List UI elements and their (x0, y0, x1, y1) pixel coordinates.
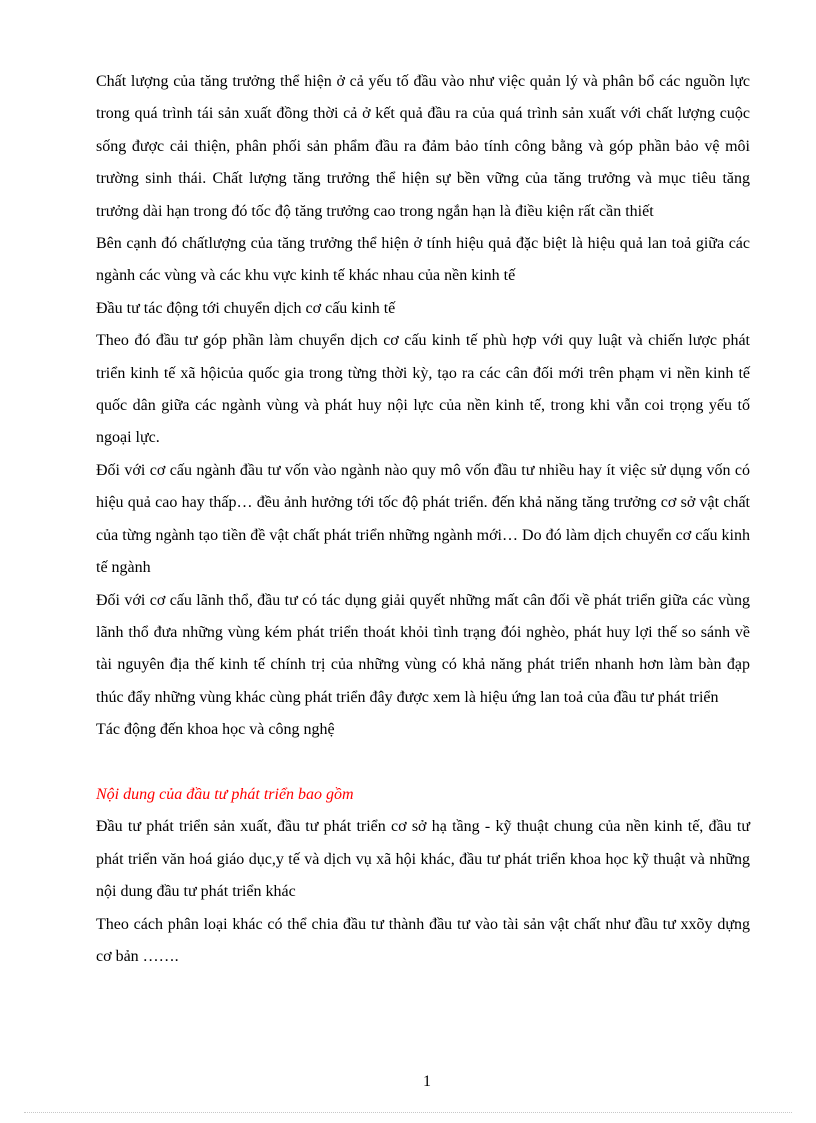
paragraph-investment-content: Đầu tư phát triển sản xuất, đầu tư phát triển cơ sở hạ tầng - kỹ thuật chung của nền kinh tế, đầu tư phát triển văn hoá giáo dục,y tế và dịch vụ xã hội khác, đầu tư phát triển khoa học kỹ thuật và những nội dung đầu tư phát triển khác (96, 818, 750, 901)
section-heading: Nội dung của đầu tư phát triển bao gồm (96, 785, 354, 803)
subheading-science-technology: Tác động đến khoa học và công nghệ (96, 721, 335, 739)
blank-line (96, 747, 750, 779)
paragraph-spillover-efficiency: Bên cạnh đó chấtlượng của tăng trưởng thể hiện ở tính hiệu quả đặc biệt là hiệu quả lan toả giữa các ngành các vùng và các khu vực kinh tế khác nhau của nền kinh tế (96, 235, 750, 285)
page-number: 1 (423, 1073, 431, 1090)
paragraph-structural-shift: Theo đó đầu tư góp phần làm chuyển dịch cơ cấu kinh tế phù hợp với quy luật và chiến lược phát triển kinh tế xã hộicủa quốc gia trong từng thời kỳ, tạo ra các cân đối mới trên phạm vi nền kinh tế quốc dân giữa các ngành vùng và phát huy nội lực của nền kinh tế, trong khi vẫn coi trọng yếu tố ngoại lực. (96, 332, 750, 447)
paragraph-territorial-structure: Đối với cơ cấu lãnh thổ, đầu tư có tác dụng giải quyết những mất cân đối về phát triển giữa các vùng lãnh thổ đưa những vùng kém phát triển thoát khỏi tình trạng đói nghèo, phát huy lợi thế so sánh về tài nguyên địa thế kinh tế chính trị của những vùng có khả năng phát triển nhanh hơn làm bàn đạp thúc đẩy những vùng khác cùng phát triển đây được xem là hiệu ứng lan toả của đầu tư phát triển (96, 591, 750, 706)
document-body (96, 66, 750, 973)
page-bottom-divider (24, 1112, 792, 1113)
paragraph-growth-quality: Chất lượng của tăng trưởng thể hiện ở cả yếu tố đầu vào như việc quản lý và phân bổ các nguồn lực trong quá trình tái sản xuất đồng thời cả ở kết quả đầu ra của quá trình sản xuất với chất lượng cuộc sống được cải thiện, phân phối sản phẩm đầu ra đảm bảo tính công bằng và góp phần bảo vệ môi trường sinh thái. Chất lượng tăng trưởng thể hiện sự bền vững của tăng trưởng và mục tiêu tăng trưởng dài hạn trong đó tốc độ tăng trưởng cao trong ngắn hạn là điều kiện rất cần thiết (96, 73, 750, 220)
subheading-structural-shift: Đầu tư tác động tới chuyển dịch cơ cấu kinh tế (96, 299, 396, 317)
paragraph-sector-structure: Đối với cơ cấu ngành đầu tư vốn vào ngành nào quy mô vốn đầu tư nhiều hay ít việc sử dụng vốn có hiệu quả cao hay thấp… đều ảnh hưởng tới tốc độ phát triển. đến khả năng tăng trưởng cơ sở vật chất của từng ngành tạo tiền đề vật chất phát triển những ngành mới… Do đó làm dịch chuyển cơ cấu kinh tế ngành (96, 461, 750, 577)
paragraph-alternative-classification: Theo cách phân loại khác có thể chia đầu tư thành đầu tư vào tài sản vật chất như đầu tư xxõy dựng cơ bản ……. (96, 915, 750, 965)
